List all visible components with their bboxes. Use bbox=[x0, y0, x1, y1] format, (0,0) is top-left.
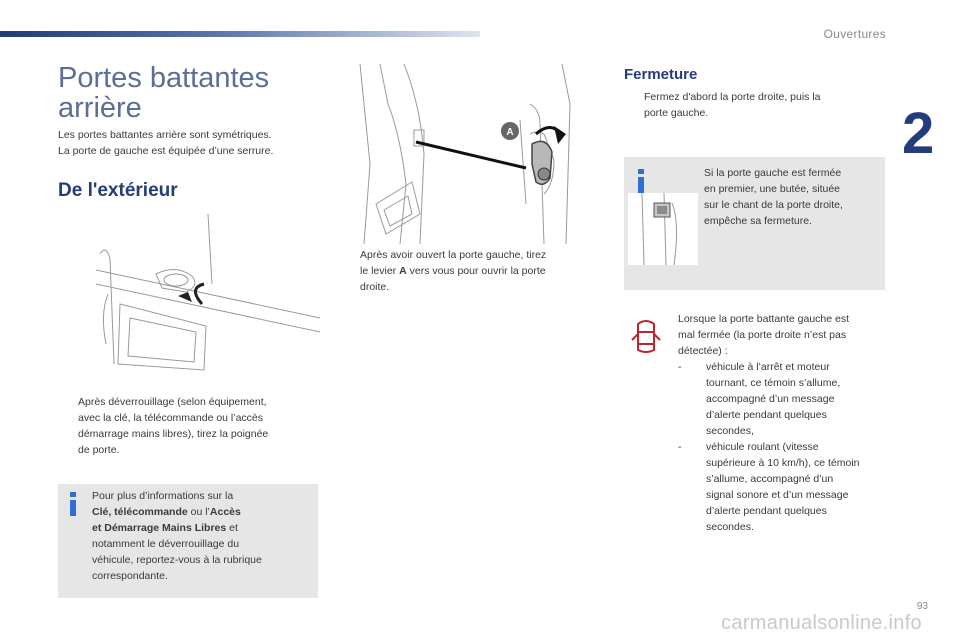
info-text bbox=[92, 488, 314, 584]
header-bar bbox=[0, 31, 480, 37]
instruction-line: le levier A vers vous pour ouvrir la porte bbox=[360, 265, 546, 277]
info-box-fermeture bbox=[624, 157, 885, 290]
instruction-line: porte gauche. bbox=[644, 107, 709, 119]
info-line: correspondante. bbox=[92, 570, 168, 582]
warning-list-item: - véhicule à l’arrêt et moteur tournant, ce témoin s’allume, accompagné d’un message d’alerte pendant quelques secondes, bbox=[678, 361, 841, 437]
info-link: Clé, télécommande bbox=[92, 506, 188, 518]
heading-exterieur: De l'extérieur bbox=[58, 180, 178, 201]
warning-list-item: - véhicule roulant (vitesse supérieure à 10 km/h), ce témoin s’allume, accompagné d’un signal sonore et d’un message d’alerte pendant quelques secondes. bbox=[678, 441, 860, 533]
instruction-line: démarrage mains libres), tirez la poignée bbox=[78, 428, 269, 440]
info-text bbox=[704, 165, 880, 229]
info-link: et Démarrage Mains Libres bbox=[92, 522, 227, 534]
instruction-line: Après avoir ouvert la porte gauche, tirez bbox=[360, 249, 547, 261]
info-icon bbox=[68, 492, 78, 516]
info-line: Si la porte gauche est fermée bbox=[704, 167, 842, 179]
warning-line: mal fermée (la porte droite n’est pas bbox=[678, 329, 847, 341]
chapter-number: 2 bbox=[902, 101, 935, 166]
warning-text bbox=[678, 311, 888, 535]
intro-text bbox=[58, 127, 318, 159]
intro-line: La porte de gauche est équipée d’une serrure. bbox=[58, 145, 274, 157]
info-line: empêche sa fermeture. bbox=[704, 215, 812, 227]
instruction-line: Fermez d'abord la porte droite, puis la bbox=[644, 91, 821, 103]
watermark: carmanualsonline.info bbox=[721, 612, 922, 634]
instruction-line: avec la clé, la télécommande ou l’accès bbox=[78, 412, 264, 424]
callout-label-a: A bbox=[506, 127, 514, 138]
info-link: Accès bbox=[209, 506, 241, 518]
lever-illustration bbox=[340, 64, 582, 244]
exterieur-instruction bbox=[58, 394, 320, 458]
heading-fermeture: Fermeture bbox=[624, 66, 698, 83]
warning-line: détectée) : bbox=[678, 345, 728, 357]
instruction-line: droite. bbox=[360, 281, 390, 293]
warning-line: Lorsque la porte battante gauche est bbox=[678, 313, 850, 325]
info-line: sur le chant de la porte droite, bbox=[704, 199, 843, 211]
instruction-line: Après déverrouillage (selon équipement, bbox=[78, 396, 267, 408]
lever-instruction bbox=[340, 247, 588, 295]
page-number: 93 bbox=[916, 601, 928, 612]
info-line: véhicule, reportez-vous à la rubrique bbox=[92, 554, 262, 566]
door-handle-illustration bbox=[96, 214, 320, 380]
fermeture-instruction bbox=[624, 89, 864, 121]
page-title-line: arrière bbox=[58, 92, 142, 124]
section-title: Ouvertures bbox=[823, 27, 886, 41]
info-line: Clé, télécommande ou l’Accès bbox=[92, 506, 241, 518]
page-title-line: Portes battantes bbox=[58, 62, 270, 94]
intro-line: Les portes battantes arrière sont symétriques. bbox=[58, 129, 272, 141]
info-box-exterieur bbox=[58, 484, 318, 598]
info-line: notamment le déverrouillage du bbox=[92, 538, 240, 550]
door-stop-illustration bbox=[628, 193, 698, 265]
info-line: Pour plus d’informations sur la bbox=[92, 490, 234, 502]
instruction-line: de porte. bbox=[78, 444, 120, 456]
door-open-warning-icon bbox=[630, 318, 662, 356]
info-icon bbox=[636, 169, 646, 193]
info-line: et Démarrage Mains Libres et bbox=[92, 522, 238, 534]
info-line: en premier, une butée, située bbox=[704, 183, 841, 195]
page-title bbox=[58, 63, 318, 123]
